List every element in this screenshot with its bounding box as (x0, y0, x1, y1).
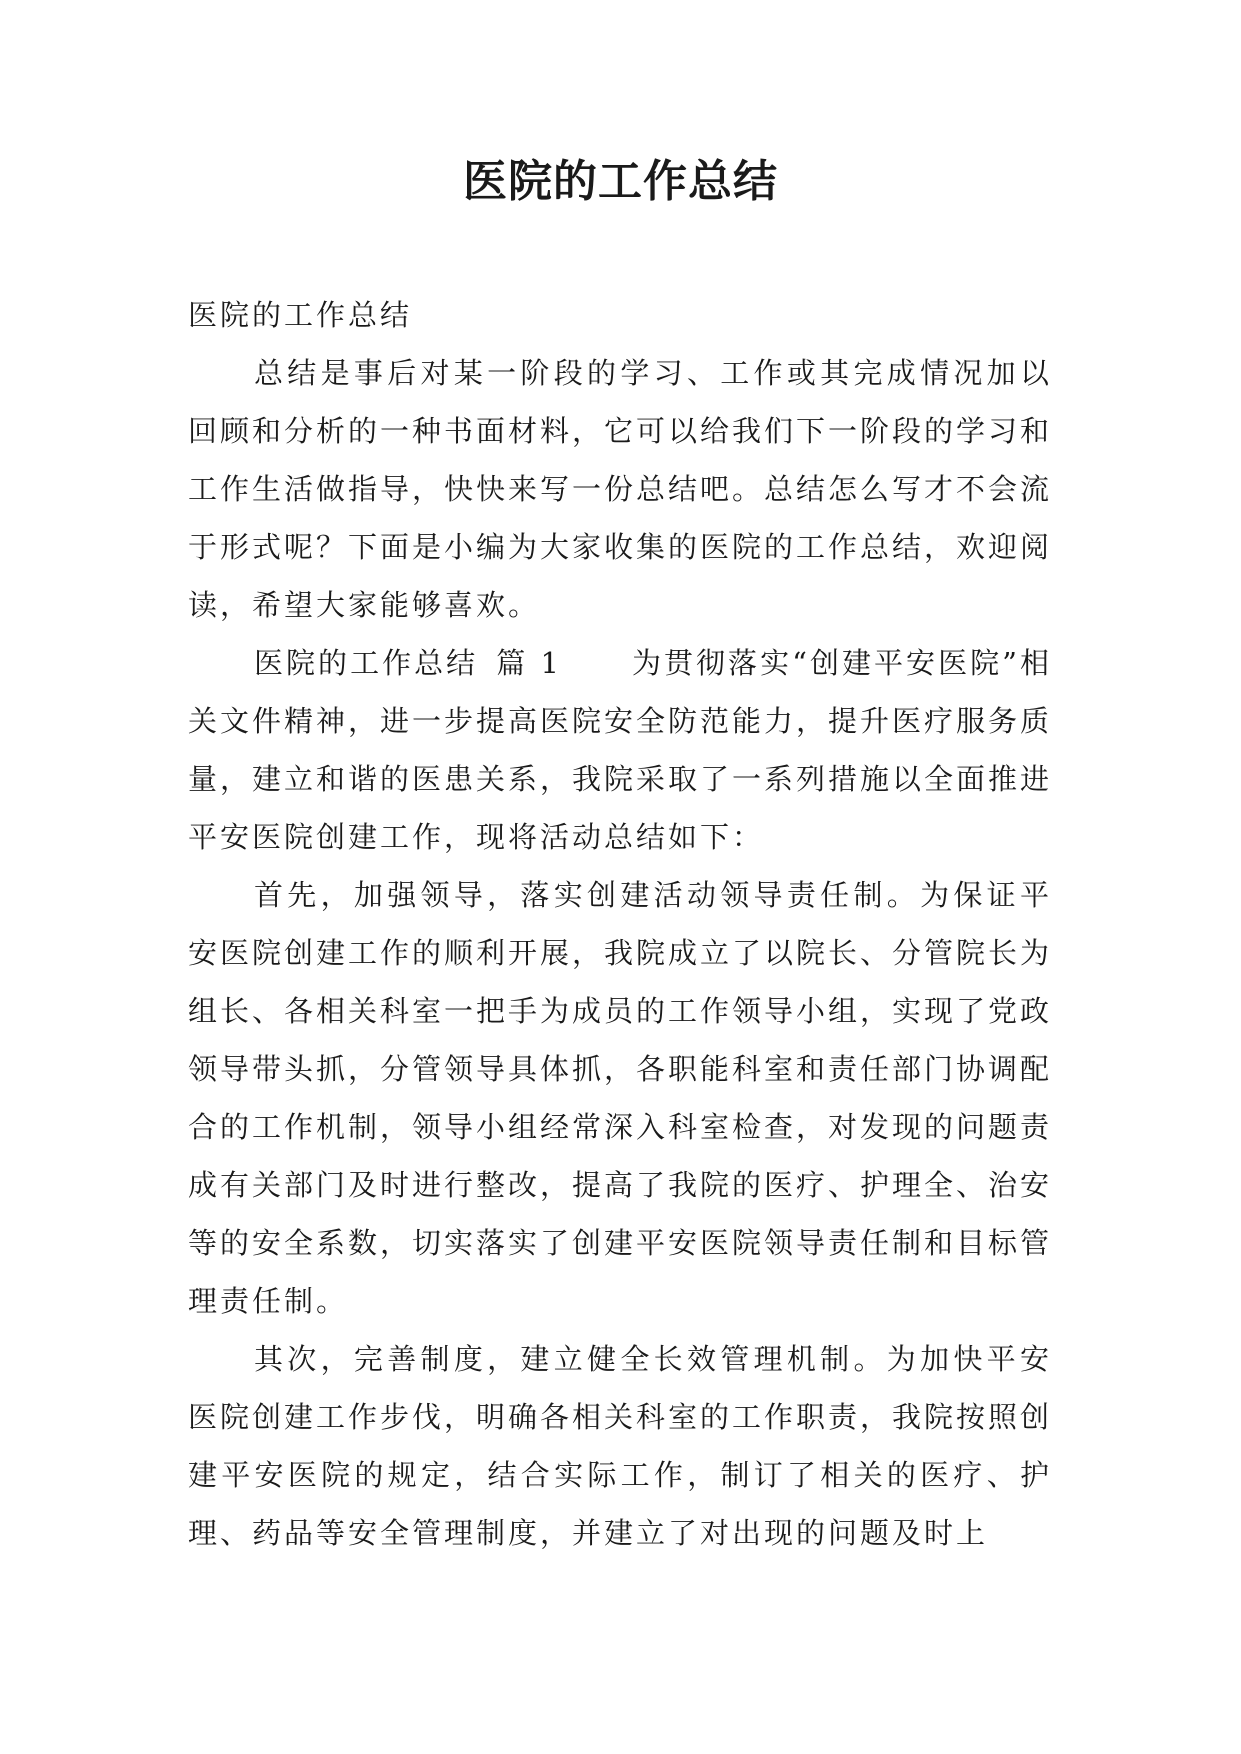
body-paragraph-second: 其次，完善制度，建立健全长效管理机制。为加快平安医院创建工作步伐，明确各相关科室的工作职责，我院按照创建平安医院的规定，结合实际工作，制订了相关的医疗、护理、药品等安全管理制度，并建立了对出现的问题及时上 (188, 1342, 1053, 1550)
document-subtitle: 医院的工作总结 (188, 298, 413, 332)
chapter-heading: 医院的工作总结 (254, 646, 479, 680)
body-paragraph-first: 首先，加强领导，落实创建活动领导责任制。为保证平安医院创建工作的顺利开展，我院成立了以院长、分管院长为组长、各相关科室一把手为成员的工作领导小组，实现了党政领导带头抓，分管领导具体抓，各职能科室和责任部门协调配合的工作机制，领导小组经常深入科室检查，对发现的问题责成有关部门及时进行整改，提高了我院的医疗、护理全、治安等的安全系数，切实落实了创建平安医院领导责任制和目标管理责任制。 (188, 878, 1053, 1318)
chapter-number: 篇 1 (496, 646, 562, 680)
document-body (188, 286, 1052, 1562)
document-title: 医院的工作总结 (463, 156, 778, 207)
intro-paragraph: 总结是事后对某一阶段的学习、工作或其完成情况加以回顾和分析的一种书面材料，它可以给我们下一阶段的学习和工作生活做指导，快快来写一份总结吧。总结怎么写才不会流于形式呢？下面是小编为大家收集的医院的工作总结，欢迎阅读，希望大家能够喜欢。 (188, 356, 1053, 622)
chapter-paragraph (188, 634, 1052, 866)
chapter-text: 为贯彻落实“创建平安医院”相关文件精神，进一步提高医院安全防范能力，提升医疗服务质量，建立和谐的医患关系，我院采取了一系列措施以全面推进平安医院创建工作，现将活动总结如下： (188, 646, 1053, 854)
